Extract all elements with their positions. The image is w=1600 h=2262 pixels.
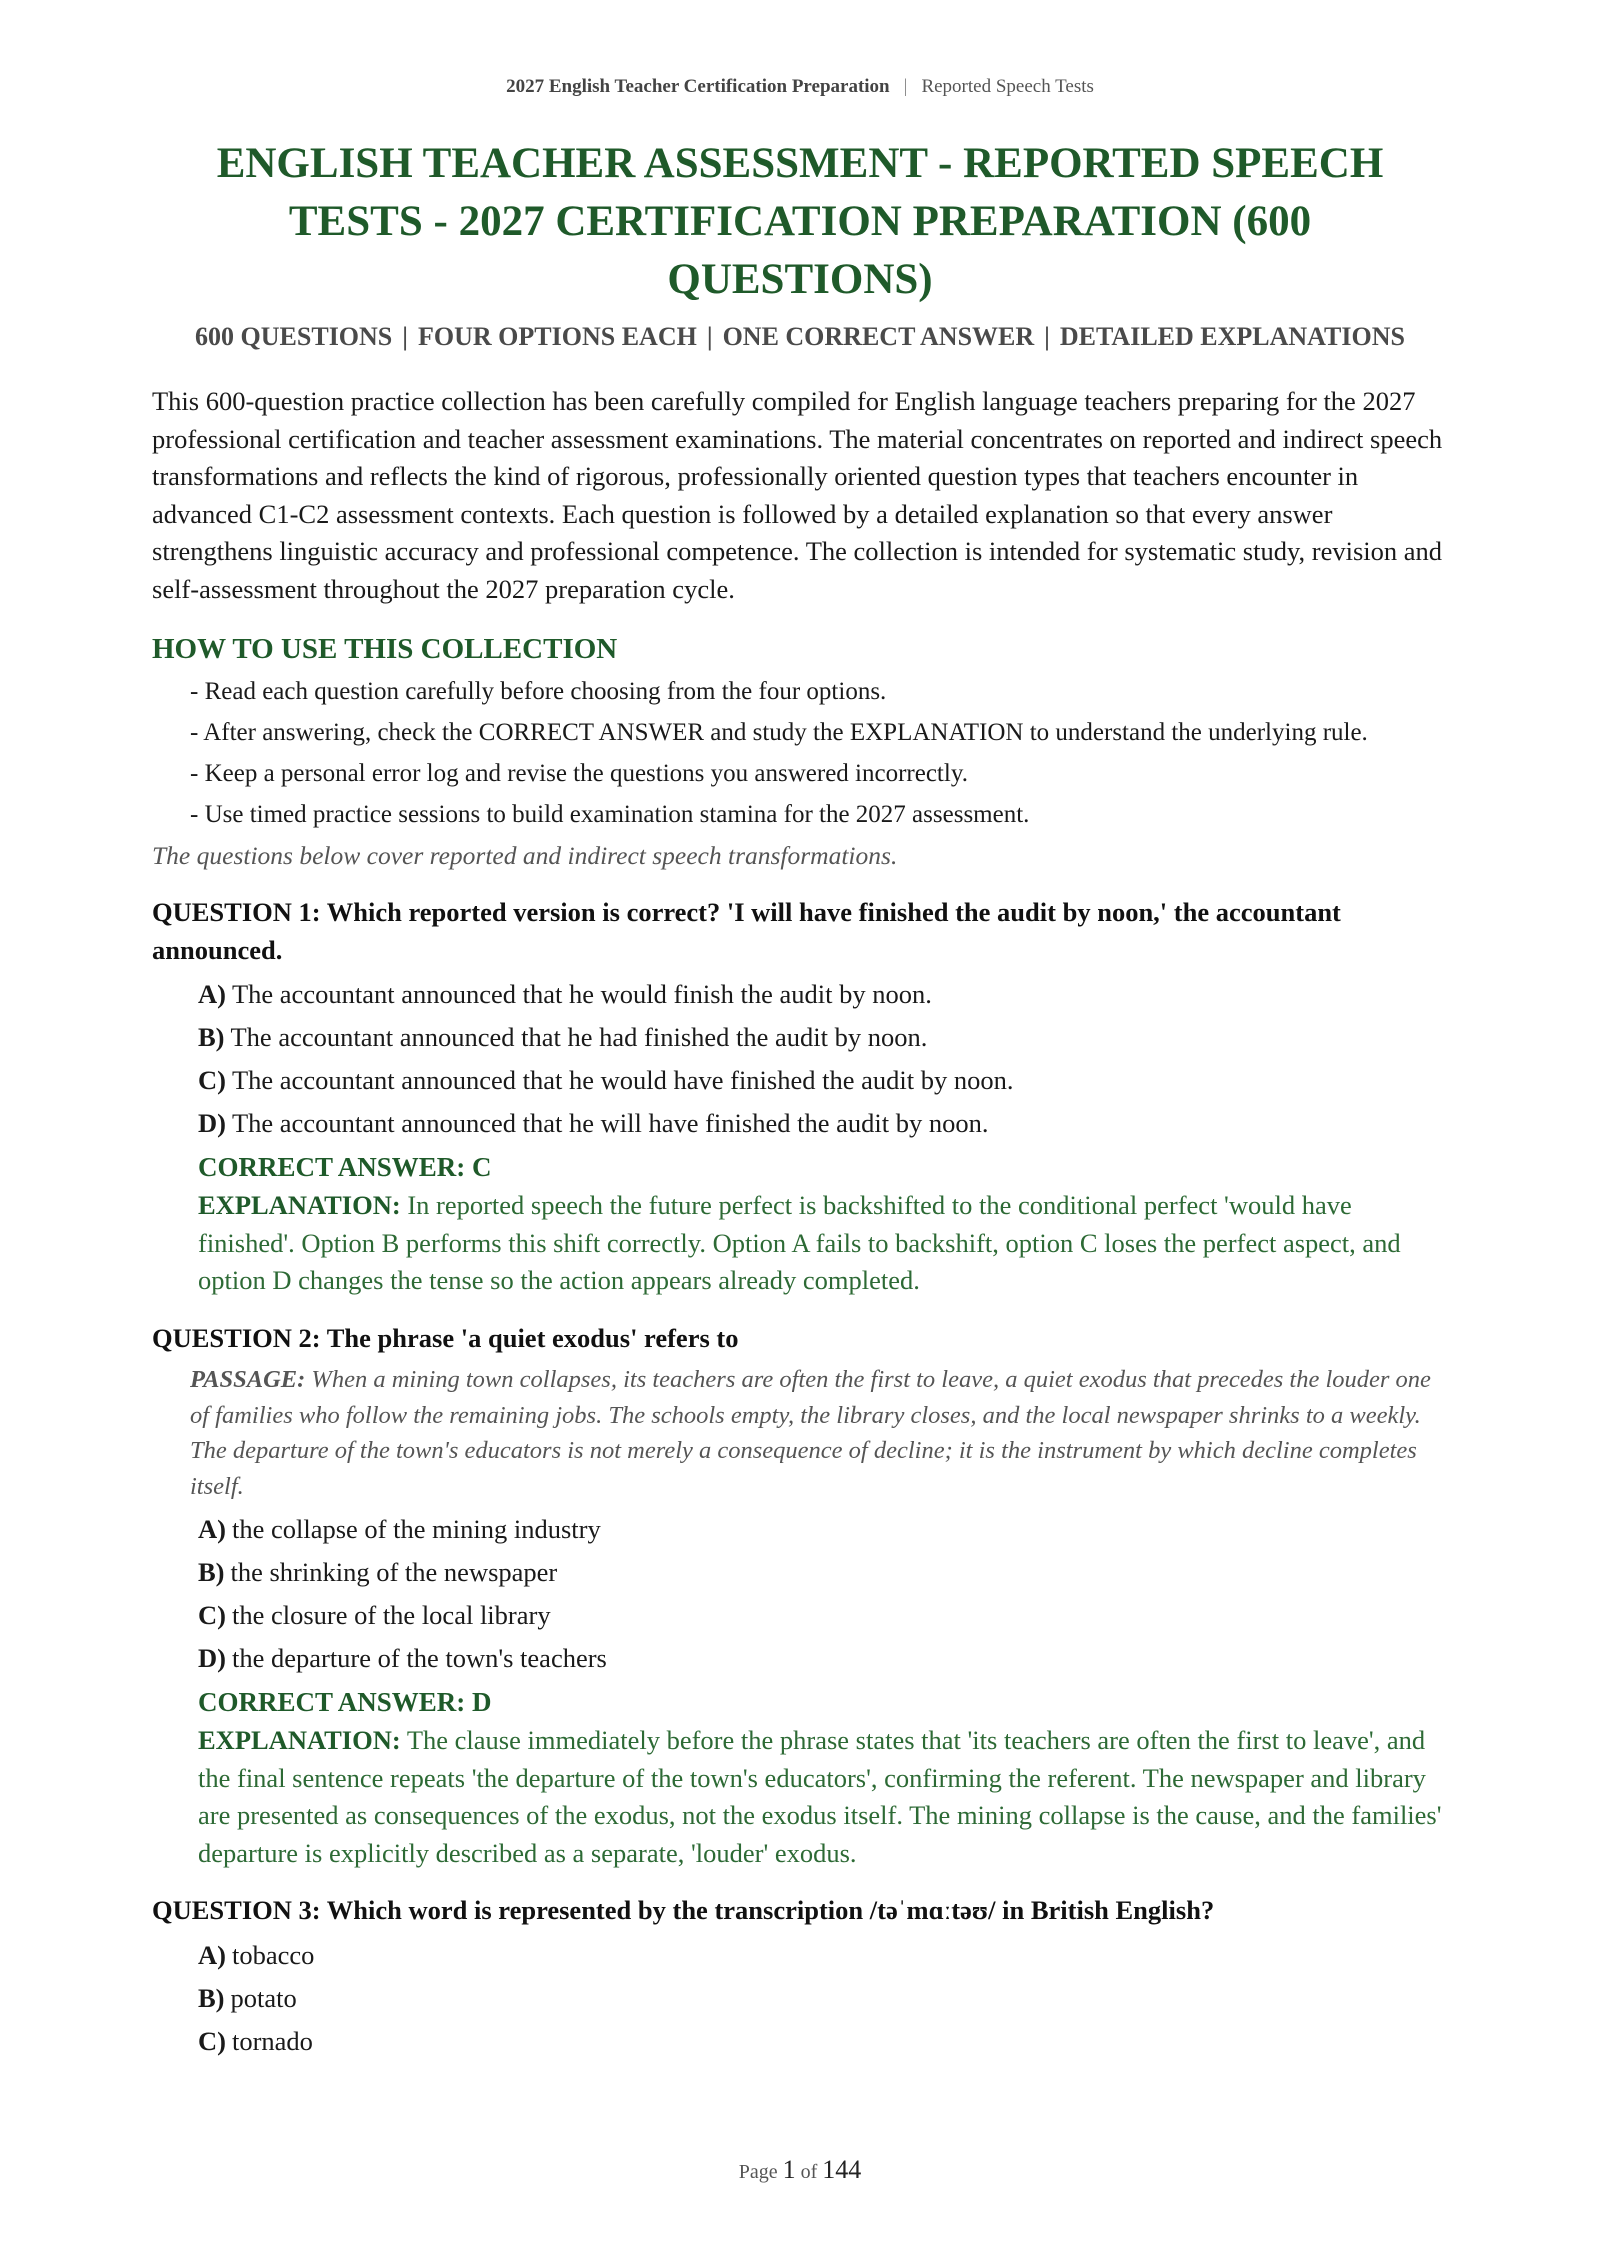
explanation	[198, 1722, 1452, 1872]
option-a	[198, 1934, 1452, 1977]
explanation-label: EXPLANATION:	[198, 1190, 401, 1220]
total-pages-number: 144	[822, 2155, 862, 2184]
subtitle-item: FOUR OPTIONS EACH	[418, 322, 697, 351]
option-letter: B)	[198, 1982, 225, 2013]
option-text: the shrinking of the newspaper	[230, 1557, 558, 1587]
option-letter: C)	[198, 1065, 226, 1095]
option-text: the collapse of the mining industry	[231, 1514, 601, 1544]
subtitle-item: ONE CORRECT ANSWER	[722, 322, 1035, 351]
footer-of-word: of	[800, 2161, 818, 2183]
option-text: tornado	[231, 2025, 313, 2056]
option-c	[198, 1059, 1452, 1102]
howto-heading: HOW TO USE THIS COLLECTION	[152, 633, 618, 665]
document-body	[152, 383, 1452, 2063]
option-b	[198, 1016, 1452, 1059]
option-letter: B)	[198, 1557, 225, 1587]
answer-options	[198, 1508, 1452, 1680]
header-separator: |	[903, 76, 908, 97]
option-text: The accountant announced that he will have finished the audit by noon.	[231, 1108, 989, 1138]
howto-item: - Read each question carefully before choosing from the four options.	[190, 678, 887, 705]
option-text: The accountant announced that he would have finished the audit by noon.	[231, 1065, 1014, 1095]
option-text: tobacco	[231, 1939, 315, 1970]
option-a	[198, 1508, 1452, 1551]
option-text: the closure of the local library	[231, 1600, 551, 1630]
option-letter: D)	[198, 1643, 226, 1673]
running-header	[0, 76, 1600, 98]
option-b	[198, 1551, 1452, 1594]
question-stem: QUESTION 2: The phrase 'a quiet exodus' refers to	[152, 1322, 739, 1353]
option-letter: C)	[198, 2025, 226, 2056]
option-d	[198, 1637, 1452, 1680]
subtitle-separator: |	[706, 322, 713, 351]
current-page-number: 1	[782, 2155, 796, 2184]
header-right: Reported Speech Tests	[921, 76, 1094, 97]
header-left: 2027 English Teacher Certification Preparation	[506, 76, 890, 97]
option-text: the departure of the town's teachers	[231, 1643, 607, 1673]
option-text: The accountant announced that he would finish the audit by noon.	[231, 979, 932, 1009]
option-d	[198, 1102, 1452, 1145]
explanation-text: The clause immediately before the phrase states that 'its teachers are often the first to leave', and the final sentence repeats 'the departure of the town's educators', confirming the referent. The newspaper and library are presented as consequences of the exodus, not the exodus itself. The mining collapse is the cause, and the families' departure is explicitly described as a separate, 'louder' exodus.	[198, 1725, 1442, 1868]
explanation-text: In reported speech the future perfect is backshifted to the conditional perfect 'would have finished'. Option B performs this shift correctly. Option A fails to backshift, option C loses the perfect aspect, and option D changes the tense so the action appears already completed.	[198, 1190, 1401, 1295]
correct-answer: CORRECT ANSWER: D	[198, 1687, 492, 1717]
option-text: potato	[230, 1982, 297, 2013]
question-3	[152, 1892, 1452, 2063]
answer-options	[198, 973, 1452, 1145]
question-2	[152, 1320, 1452, 1873]
passage-label: PASSAGE:	[190, 1366, 306, 1393]
howto-item: - Use timed practice sessions to build examination stamina for the 2027 assessment.	[190, 801, 1030, 828]
explanation-label: EXPLANATION:	[198, 1725, 401, 1755]
howto-list	[152, 674, 1452, 832]
howto-item: - After answering, check the CORRECT ANSWER and study the EXPLANATION to understand the underlying rule.	[190, 719, 1368, 746]
option-letter: A)	[198, 1514, 226, 1544]
subtitle-separator: |	[1044, 322, 1050, 351]
footer-page-word: Page	[738, 2161, 778, 2183]
document-title: ENGLISH TEACHER ASSESSMENT - REPORTED SPEECH TESTS - 2027 CERTIFICATION PREPARATION (600 QUESTIONS)	[216, 140, 1384, 303]
option-a	[198, 973, 1452, 1016]
option-text: The accountant announced that he had finished the audit by noon.	[230, 1022, 928, 1052]
passage-text: When a mining town collapses, its teachers are often the first to leave, a quiet exodus that precedes the louder one of families who follow the remaining jobs. The schools empty, the library closes, and the local newspaper shrinks to a weekly. The departure of the town's educators is not merely a consequence of decline; it is the instrument by which decline completes itself.	[190, 1366, 1431, 1500]
intro-paragraph: This 600-question practice collection has been carefully compiled for English language teachers preparing for the 2027 professional certification and teacher assessment examinations. The material concentrates on reported and indirect speech transformations and reflects the kind of rigorous, professionally oriented question types that teachers encounter in advanced C1-C2 assessment contexts. Each question is followed by a detailed explanation so that every answer strengthens linguistic accuracy and professional competence. The collection is intended for systematic study, revision and self-assessment throughout the 2027 preparation cycle.	[152, 386, 1443, 604]
question-stem: QUESTION 3: Which word is represented by the transcription /təˈmɑːtəʊ/ in British English?	[152, 1895, 1215, 1925]
option-c	[198, 2020, 1452, 2063]
option-letter: A)	[198, 1939, 226, 1970]
explanation	[198, 1187, 1452, 1300]
question-1	[152, 894, 1452, 1300]
answer-options	[198, 1934, 1452, 2063]
option-c	[198, 1594, 1452, 1637]
subtitle-separator: |	[402, 322, 409, 351]
document-subtitle	[100, 322, 1500, 352]
subtitle-item: 600 QUESTIONS	[195, 322, 393, 351]
option-letter: D)	[198, 1108, 226, 1138]
passage	[190, 1362, 1452, 1504]
section-note: The questions below cover reported and indirect speech transformations.	[152, 841, 898, 870]
option-b	[198, 1977, 1452, 2020]
subtitle-item: DETAILED EXPLANATIONS	[1059, 322, 1405, 351]
correct-answer: CORRECT ANSWER: C	[198, 1152, 492, 1182]
option-letter: B)	[198, 1022, 225, 1052]
option-letter: C)	[198, 1600, 226, 1630]
question-stem: QUESTION 1: Which reported version is correct? 'I will have finished the audit by noon,' the accountant announced.	[152, 897, 1341, 965]
option-letter: A)	[198, 979, 226, 1009]
page-footer	[0, 2155, 1600, 2185]
howto-item: - Keep a personal error log and revise the questions you answered incorrectly.	[190, 760, 968, 787]
